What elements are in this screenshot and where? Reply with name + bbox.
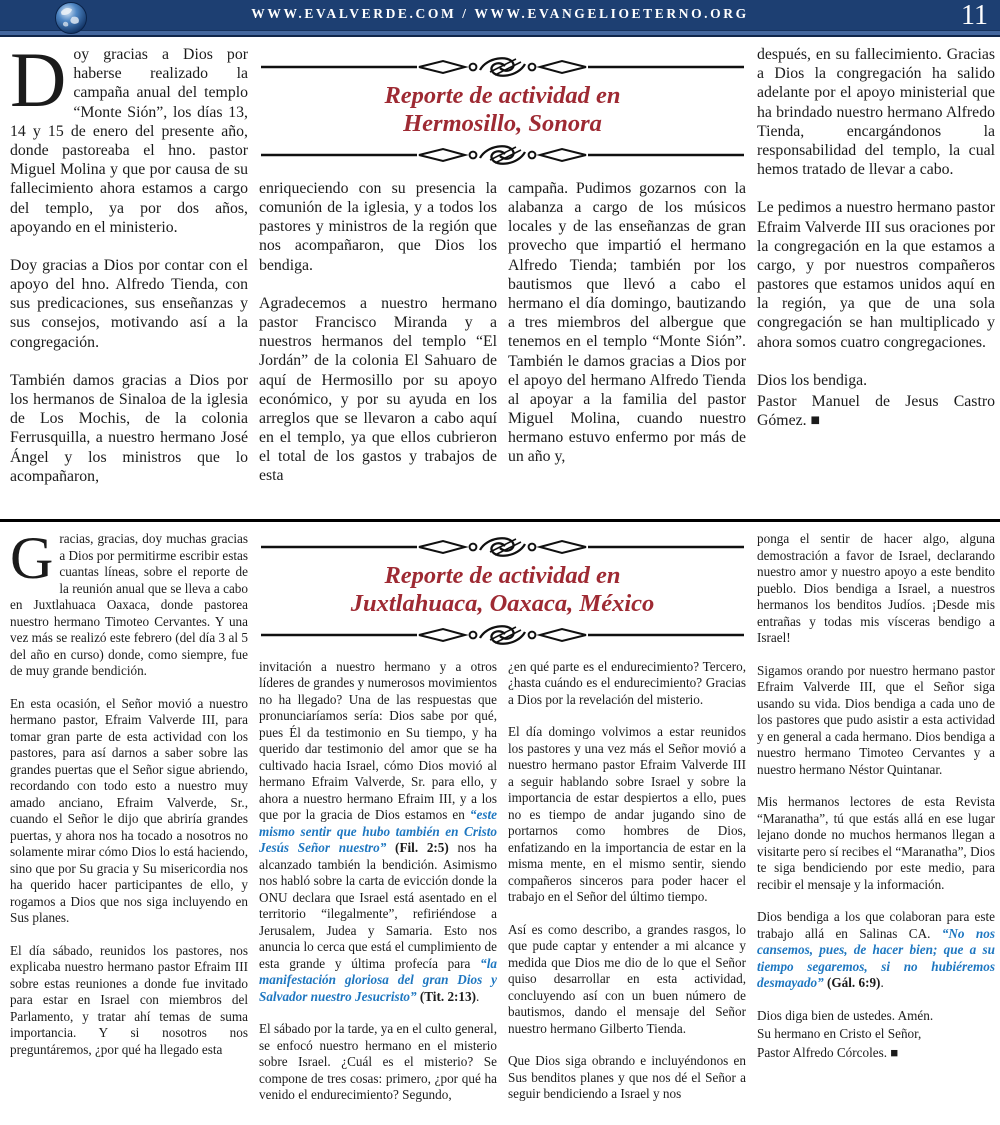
article-column-mid2 bbox=[508, 659, 746, 1104]
paragraph: También damos gracias a Dios por los hermanos de Sinaloa de la iglesia de Los Mochis, de la colonia Ferrusquilla, a nuestro hermano José Ángel y los ministros que lo acompañaron, bbox=[10, 371, 248, 485]
article-title bbox=[259, 562, 746, 619]
paragraph: Agradecemos a nuestro hermano pastor Francisco Miranda y a nuestros hermanos del templo “El Jordán” de la colonia El Sahuaro de aquí de Hermosillo por su apoyo económico, y por su ayuda en los arreglos que se llevaron a cabo aquí en el templo, ya que ellos cubrieron el total de los gastos y trabajos de esta bbox=[259, 294, 497, 485]
flourish-divider-icon bbox=[259, 535, 746, 559]
page-number: 11 bbox=[961, 0, 988, 31]
paragraph: Mis hermanos lectores de esta Revista “Maranatha”, tú que estás allá en ese lugar lejano donde no muchos hermanos llegan a visitarte pero sí recibes el “Maranatha”, Dios te siga bendiciendo por este medio, para recibir el mensaje y la información. bbox=[757, 794, 995, 892]
scripture-reference: (Tit. 2:13) bbox=[416, 988, 477, 1004]
article-hermosillo bbox=[0, 45, 1000, 511]
paragraph: El sábado por la tarde, ya en el culto general, se enfocó nuestro hermano en el misterio sobre Israel. ¿Cuál es el misterio? Se compone de tres cosas: primero, ¿por qué ha venido el endurecimiento? Segundo, bbox=[259, 1021, 497, 1103]
article-column-mid2 bbox=[508, 179, 746, 486]
paragraph: Dios bendiga a los que colaboran para este trabajo allá en Salinas CA. “No nos cansemos, pues, de hacer bien; que a su tiempo segaremos, si no hubiéremos desmayado” (Gál. 6:9). bbox=[757, 909, 995, 990]
article-column-mid1 bbox=[259, 659, 497, 1104]
paragraph: Así es como describo, a grandes rasgos, lo que pude captar y entender a mi alcance y medida que Dios me dio de lo que el Señor quiso desarrollar en esta actividad, concluyendo así con un buen número de bautismos, dando el mensaje del Señor nuestro hermano Gilberto Tienda. bbox=[508, 921, 746, 1036]
paragraph: Sigamos orando por nuestro hermano pastor Efraim Valverde III, que el Señor siga usando su vida. Dios bendiga a cada uno de los pastores que pudo asistir a esta actividad y en general a cada hermano. Dios bendiga a nuestro hermano Timoteo Cervantes y a nuestro hermano Néstor Quintanar. bbox=[757, 662, 995, 777]
article-title-line1: Reporte de actividad en bbox=[384, 82, 621, 109]
drop-cap: D bbox=[10, 45, 67, 123]
article-column-right bbox=[757, 45, 995, 511]
paragraph: Dios diga bien de ustedes. Amén. bbox=[757, 1007, 934, 1023]
flourish-divider-icon bbox=[259, 55, 746, 79]
article-juxtlahuaca bbox=[0, 531, 1000, 1123]
article-title-line1: Reporte de actividad en bbox=[384, 562, 621, 589]
paragraph: Pastor Manuel de Jesus Castro Gómez. ■ bbox=[757, 393, 995, 430]
paragraph: Pastor Alfredo Córcoles. ■ bbox=[757, 1044, 899, 1060]
paragraph: El día domingo volvimos a estar reunidos los pastores y una vez más el Señor movió a nuestro hermano pastor Efraim Valverde III a seguir hablando sobre Israel y sobre la importancia de estar despiertos a ello, pues no es tiempo de andar jugando sino de portarnos como hombres de Dios, enfatizando en la importancia de estar en la misma mente, en el mismo sentir, siendo compañeros sinceros para poder hacer el trabajo en el Señor del último tiempo. bbox=[508, 724, 746, 905]
scripture-reference: (Fil. 2:5) bbox=[386, 840, 449, 856]
paragraph: Doy gracias a Dios por haberse realizado la campaña anual del templo “Monte Sión”, los días 13, 14 y 15 de enero del presente año, donde pastoreaba el hno. pastor Miguel Molina y que por causa de su fallecimiento ahora estamos a cargo del templo, ya por dos años, apoyando en el ministerio. bbox=[10, 45, 248, 236]
header-strip bbox=[0, 30, 1000, 37]
paragraph: Gracias, gracias, doy muchas gracias a Dios por permitirme escribir estas cuantas líneas, sobre el reporte de la reunión anual que se lleva a cabo en Juxtlahuaca Oaxaca, donde pastorea nuestro hermano Timoteo Cervantes. Y una vez más se realizó este febrero (del día 3 al 5 del año en curso) donde, como siempre, fue de muy grande bendición. bbox=[10, 531, 248, 678]
section-divider-line bbox=[0, 519, 1000, 522]
article-title bbox=[259, 82, 746, 139]
article-center-area bbox=[259, 45, 746, 511]
globe-icon bbox=[54, 1, 88, 35]
article-title-line2: Juxtlahuaca, Oaxaca, México bbox=[350, 590, 655, 618]
paragraph: En esta ocasión, el Señor movió a nuestro hermano pastor, Efraim Valverde III, para tomar gran parte de esta actividad con los pastores, para así darnos a saber sobre las grandes puertas que el Señor sigue abriendo, recordando con todo esto a nuestro muy amado anciano, Efraim Valverde, Sr., cuando el Señor le dijo que abriría grandes puertas, y ahora nos ha tocado a nosotros no solamente mirar cómo Dios lo está haciendo, sino que por Su gracia y Su misericordia nos ha querido hacer participantes de ello, y rogamos a Dios que nos siga incluyendo en Sus planes. bbox=[10, 695, 248, 925]
paragraph: Doy gracias a Dios por contar con el apoyo del hno. Alfredo Tienda, con sus predicaciones, sus enseñanzas y sus consejos, motivando así a la congregación. bbox=[10, 256, 248, 351]
article-center-area bbox=[259, 531, 746, 1123]
article-headline-block bbox=[259, 535, 746, 647]
article-column-right bbox=[757, 531, 995, 1123]
paragraph: enriqueciendo con su presencia la comunión de la iglesia, y a todos los pastores y ministros de la región que nos acompañaron, que Dios los bendiga. bbox=[259, 179, 497, 274]
flourish-divider-icon bbox=[259, 623, 746, 647]
paragraph: Que Dios siga obrando e incluyéndonos en Sus benditos planes y que nos dé el Señor a seguir bendiciendo a Israel y nos bbox=[508, 1053, 746, 1102]
site-urls: WWW.EVALVERDE.COM / WWW.EVANGELIOETERNO.ORG bbox=[251, 6, 749, 21]
paragraph: El día sábado, reunidos los pastores, nos explicaba nuestro hermano pastor Efraim III sobre estas reuniones a donde fue invitado para estar en Israel con miembros del Parlamento, y tratar ahí temas de suma importancia. Y si nosotros nos preguntáremos, ¿por qué ha llegado esta bbox=[10, 942, 248, 1057]
drop-cap: G bbox=[10, 531, 54, 591]
paragraph: ¿en qué parte es el endurecimiento? Tercero, ¿hasta cuándo es el endurecimiento? Gracias a Dios por la revelación del misterio. bbox=[508, 658, 746, 707]
scripture-quote: “No nos cansemos, pues, de hacer bien; que a su tiempo segaremos, si no hubiéremos desmayado” bbox=[757, 925, 995, 990]
article-column-mid1 bbox=[259, 179, 497, 486]
paragraph: Dios los bendiga. bbox=[757, 371, 868, 389]
paragraph: ponga el sentir de hacer algo, alguna demostración a favor de Israel, declarando nuestro amor y nuestro apoyo a este bendito pueblo. Dios bendiga a Israel, a nuestros hermanos los benditos Judíos. ¡Desde mis entrañas y todas mis vísceras bendigo a Israel! bbox=[757, 531, 995, 645]
article-column-left bbox=[10, 45, 248, 511]
scripture-quote: “la manifestación gloriosa del gran Dios y Salvador nuestro Jesucristo” bbox=[259, 955, 497, 1004]
article-column-left bbox=[10, 531, 248, 1123]
scripture-reference: (Gál. 6:9) bbox=[823, 975, 881, 990]
paragraph: Le pedimos a nuestro hermano pastor Efraim Valverde III sus oraciones por la congregación en la que estamos a cargo, y por nuestros compañeros pastores que estamos unidos aquí en la región, ya que de una sola congregación se han multiplicado y ahora somos cuatro congregaciones. bbox=[757, 199, 995, 351]
flourish-divider-icon bbox=[259, 143, 746, 167]
article-headline-block bbox=[259, 55, 746, 167]
scripture-quote: “este mismo sentir que hubo también en Cristo Jesús Señor nuestro” bbox=[259, 807, 497, 856]
page-header bbox=[0, 0, 1000, 37]
paragraph: después, en su fallecimiento. Gracias a Dios la congregación ha salido adelante por el apoyo ministerial que ha brindado nuestro hermano Alfredo Tienda, encargándonos la responsabilidad del templo, la cual hemos tratado de llevar a cabo. bbox=[757, 46, 995, 179]
paragraph: Su hermano en Cristo el Señor, bbox=[757, 1026, 922, 1041]
paragraph: invitación a nuestro hermano y a otros líderes de grandes y numerosos movimientos no ha llegado? Una de las respuestas que pronunciaríamos sería: Dios sabe por qué, pues Él da testimonio en Su tiempo, y ha querido dar testimonio del amor que se ha cultivado hacia Israel, cómo Dios movió al hermano Efraim Valverde, Sr. para ello, y ahora a nuestro hermano Efraim III, y a los que por la gracia de Dios estamos en “este mismo sentir que hubo también en Cristo Jesús Señor nuestro” (Fil. 2:5) nos ha alcanzado también la bendición. Asimismo nos habló sobre la carta de evicción donde la ONU declara que Israel está asentado en el territorio “ilegalmente”, refiriéndose a Jerusalem, Judea y Samaria. Esto nos anuncia lo cerca que está el cumplimiento de esta grande y última profecía para “la manifestación gloriosa del gran Dios y Salvador nuestro Jesucristo” (Tit. 2:13). bbox=[259, 658, 497, 1004]
article-title-line2: Hermosillo, Sonora bbox=[403, 110, 602, 138]
paragraph: campaña. Pudimos gozarnos con la alabanza a cargo de los músicos locales y de las enseñanzas de gran provecho que impartió el hermano Alfredo Tienda; también por los bautismos que llevó a cabo el hermano el día domingo, bautizando a tres miembros del albergue que tenemos en el templo “Monte Sión”. También le damos gracias a Dios por el apoyo del hermano Alfredo Tienda al apoyar a la familia del pastor Miguel Molina, cuando nuestro hermano estuvo enfermo por más de un año y, bbox=[508, 179, 746, 466]
